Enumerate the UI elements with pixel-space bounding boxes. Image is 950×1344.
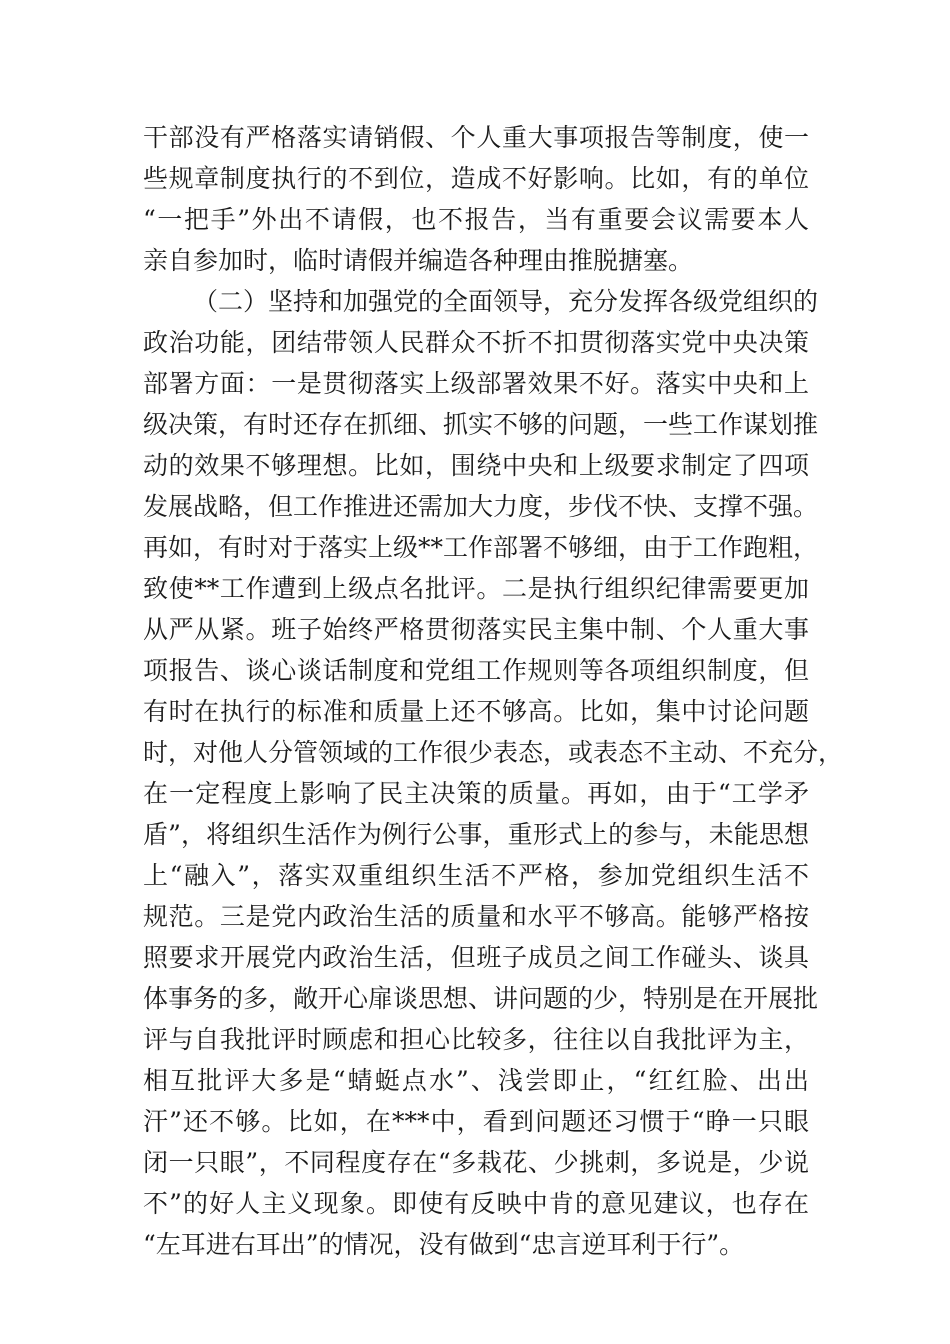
- text-line: 项报告、谈心谈话制度和党组工作规则等各项组织制度，但: [143, 656, 809, 685]
- text-line: 政治功能，团结带领人民群众不折不扣贯彻落实党中央决策: [143, 328, 809, 357]
- text-line: 照要求开展党内政治生活，但班子成员之间工作碰头、谈具: [143, 943, 809, 972]
- text-line: 评与自我批评时顾虑和担心比较多，往往以自我批评为主，: [143, 1025, 809, 1054]
- paragraph-2: [143, 281, 844, 1265]
- text-line: 盾”，将组织生活作为例行公事，重形式上的参与，未能思想: [143, 820, 809, 849]
- text-line: “一把手”外出不请假，也不报告，当有重要会议需要本人: [143, 205, 809, 234]
- text-line: 些规章制度执行的不到位，造成不好影响。比如，有的单位: [143, 164, 809, 193]
- text-line: 上“融入”，落实双重组织生活不严格，参加党组织生活不: [143, 861, 809, 890]
- text-line: 规范。三是党内政治生活的质量和水平不够高。能够严格按: [143, 902, 809, 931]
- text-line: 致使**工作遭到上级点名批评。二是执行组织纪律需要更加: [143, 574, 809, 603]
- text-line: 动的效果不够理想。比如，围绕中央和上级要求制定了四项: [143, 451, 809, 480]
- text-line: 时，对他人分管领域的工作很少表态，或表态不主动、不充分，: [143, 738, 844, 767]
- text-line: 汗”还不够。比如，在***中，看到问题还习惯于“睁一只眼: [143, 1107, 809, 1136]
- text-line: 从严从紧。班子始终严格贯彻落实民主集中制、个人重大事: [143, 615, 809, 644]
- text-line: 在一定程度上影响了民主决策的质量。再如，由于“工学矛: [143, 779, 809, 808]
- text-line: 再如，有时对于落实上级**工作部署不够细，由于工作跑粗，: [143, 533, 819, 562]
- text-line: 体事务的多，敞开心扉谈思想、讲问题的少，特别是在开展批: [143, 984, 819, 1013]
- text-line: （二）坚持和加强党的全面领导，充分发挥各级党组织的: [193, 287, 819, 316]
- text-line: 干部没有严格落实请销假、个人重大事项报告等制度，使一: [143, 123, 809, 152]
- text-line: 部署方面：一是贯彻落实上级部署效果不好。落实中央和上: [143, 369, 809, 398]
- text-line: 有时在执行的标准和质量上还不够高。比如，集中讨论问题: [143, 697, 809, 726]
- text-line: 相互批评大多是“蜻蜓点水”、浅尝即止，“红红脸、出出: [143, 1066, 809, 1095]
- text-line: 闭一只眼”，不同程度存在“多栽花、少挑刺，多说是，少说: [143, 1148, 809, 1177]
- text-line: “左耳进右耳出”的情况，没有做到“忠言逆耳利于行”。: [143, 1230, 745, 1259]
- text-line: 发展战略，但工作推进还需加大力度，步伐不快、支撑不强。: [143, 492, 819, 521]
- paragraph-1: [143, 117, 809, 281]
- document-body: [143, 117, 844, 1265]
- text-line: 亲自参加时，临时请假并编造各种理由推脱搪塞。: [143, 246, 694, 275]
- text-line: 级决策，有时还存在抓细、抓实不够的问题，一些工作谋划推: [143, 410, 819, 439]
- text-line: 不”的好人主义现象。即使有反映中肯的意见建议，也存在: [143, 1189, 809, 1218]
